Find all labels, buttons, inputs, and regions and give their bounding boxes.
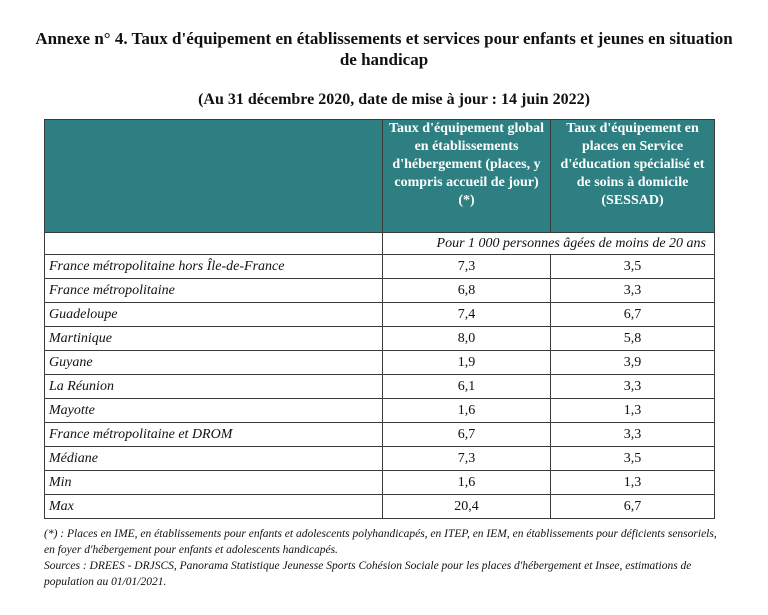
- row-label: France métropolitaine: [45, 279, 383, 303]
- global-rate-cell: 1,9: [383, 351, 551, 375]
- header-global-rate: Taux d'équipement global en établissements d'hébergement (places, y compris accueil de jour) (*): [383, 120, 551, 233]
- row-label: La Réunion: [45, 375, 383, 399]
- row-label: Guyane: [45, 351, 383, 375]
- table-row: [45, 447, 715, 471]
- footnote: (*) : Places en IME, en établissements pour enfants et adolescents polyhandicapés, en ITEP, en IEM, en établissements pour déficients sensoriels, en foyer d'hébergement pour enfants et adolescents handicapés.: [44, 528, 717, 556]
- sessad-rate-cell: 1,3: [551, 399, 715, 423]
- sessad-rate-cell: 1,3: [551, 471, 715, 495]
- global-rate-cell: 6,8: [383, 279, 551, 303]
- row-label: Guadeloupe: [45, 303, 383, 327]
- table-row: [45, 375, 715, 399]
- global-rate-cell: 6,7: [383, 423, 551, 447]
- global-rate-cell: 6,1: [383, 375, 551, 399]
- global-rate-cell: 20,4: [383, 495, 551, 519]
- row-label: Mayotte: [45, 399, 383, 423]
- global-rate-cell: 7,3: [383, 447, 551, 471]
- global-rate-cell: 1,6: [383, 399, 551, 423]
- sessad-rate-cell: 3,3: [551, 375, 715, 399]
- global-rate-cell: 8,0: [383, 327, 551, 351]
- row-label: Martinique: [45, 327, 383, 351]
- sessad-rate-cell: 6,7: [551, 495, 715, 519]
- sessad-rate-cell: 3,5: [551, 255, 715, 279]
- notes: [44, 526, 724, 590]
- sessad-rate-cell: 3,9: [551, 351, 715, 375]
- table-row: [45, 279, 715, 303]
- sessad-rate-cell: 3,5: [551, 447, 715, 471]
- global-rate-cell: 7,3: [383, 255, 551, 279]
- page-title: Annexe n° 4. Taux d'équipement en établissements et services pour enfants et jeunes en situation de handicap: [35, 29, 733, 69]
- table-row: [45, 351, 715, 375]
- header-empty-cell: [45, 120, 383, 233]
- row-label: Max: [45, 495, 383, 519]
- table-row: [45, 255, 715, 279]
- table-row: [45, 423, 715, 447]
- table-row: [45, 303, 715, 327]
- global-rate-cell: 7,4: [383, 303, 551, 327]
- sessad-rate-cell: 3,3: [551, 423, 715, 447]
- global-rate-cell: 1,6: [383, 471, 551, 495]
- page-subtitle: (Au 31 décembre 2020, date de mise à jour : 14 juin 2022): [198, 91, 590, 108]
- table-header-row: [45, 120, 715, 233]
- sessad-rate-cell: 3,3: [551, 279, 715, 303]
- row-label: Min: [45, 471, 383, 495]
- table-row: [45, 495, 715, 519]
- row-label: France métropolitaine hors Île-de-France: [45, 255, 383, 279]
- row-label: France métropolitaine et DROM: [45, 423, 383, 447]
- data-table: [44, 119, 715, 519]
- sessad-rate-cell: 6,7: [551, 303, 715, 327]
- unit-row: [45, 233, 715, 255]
- unit-row-empty-cell: [45, 233, 383, 255]
- table-row: [45, 399, 715, 423]
- sessad-rate-cell: 5,8: [551, 327, 715, 351]
- header-sessad-rate: Taux d'équipement en places en Service d'éducation spécialisé et de soins à domicile (SESSAD): [551, 120, 715, 233]
- table-row: [45, 327, 715, 351]
- sources-note: Sources : DREES - DRJSCS, Panorama Statistique Jeunesse Sports Cohésion Sociale pour les places d'hébergement et Insee, estimations de population au 01/01/2021.: [44, 560, 692, 588]
- unit-label: Pour 1 000 personnes âgées de moins de 20 ans: [383, 233, 715, 255]
- table-row: [45, 471, 715, 495]
- row-label: Médiane: [45, 447, 383, 471]
